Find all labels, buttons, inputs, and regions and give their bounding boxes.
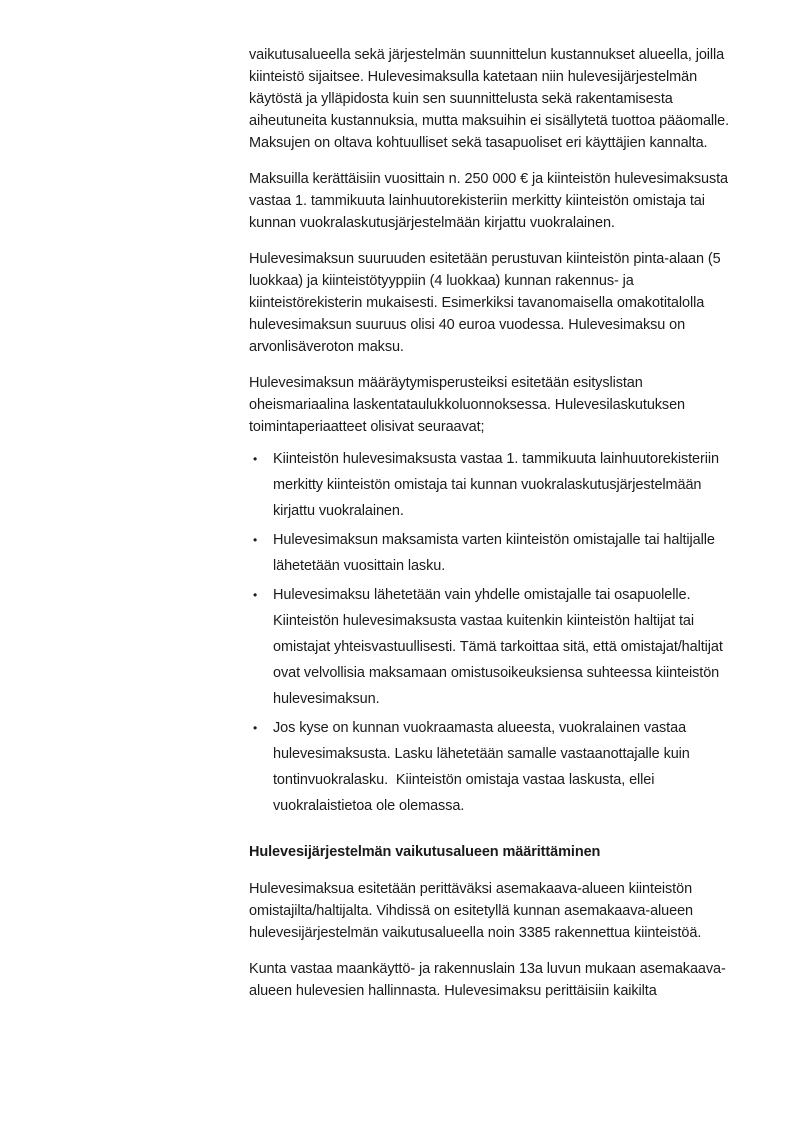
bullet-dot-icon: •: [253, 721, 258, 735]
list-item: [249, 582, 745, 712]
paragraph-billing-principles-intro: Hulevesimaksun määräytymisperusteiksi esitetään esityslistan oheismariaalina laskentataulukkoluonnoksessa. Hulevesilaskutuksen toimintaperiaatteet olisivat seuraavat;: [249, 375, 689, 435]
paragraph-annual-collection: Maksuilla kerättäisiin vuosittain n. 250 000 € ja kiinteistön hulevesimaksusta vastaa 1. tammikuuta lainhuutorekisteriin merkitty kiinteistön omistaja tai kunnan vuokralaskutusjärjestelmään kirjattu vuokralainen.: [249, 171, 732, 231]
list-item-text: Hulevesimaksu lähetetään vain yhdelle omistajalle tai osapuolelle. Kiinteistön hulevesimaksusta vastaa kuitenkin kiinteistön haltijat tai omistajat yhteisvastuullisesti. Tämä tarkoittaa sitä, että omistajat/haltijat ovat velvollisia maksamaan omistusoikeuksiensa suhteessa kiinteistön hulevesimaksun.: [273, 587, 727, 707]
list-item: [249, 715, 745, 819]
paragraph-impact-area: Hulevesimaksua esitetään perittäväksi asemakaava-alueen kiinteistön omistajilta/haltijalta. Vihdissä on esitetyllä kunnan asemakaava-alueen hulevesijärjestelmän vaikutusalueella noin 3385 rakennettua kiinteistöä.: [249, 881, 702, 941]
paragraph-fee-basis: Hulevesimaksun suuruuden esitetään perustuvan kiinteistön pinta-alaan (5 luokkaa) ja kiinteistötyyppiin (4 luokkaa) kunnan rakennus- ja kiinteistörekisterin mukaisesti. Esimerkiksi tavanomaisella omakotitalolla hulevesimaksun suuruus olisi 40 euroa vuodessa. Hulevesimaksu on arvonlisäveroton maksu.: [249, 251, 725, 355]
bullet-dot-icon: •: [253, 533, 258, 547]
list-item: [249, 527, 745, 579]
document-content: [249, 44, 745, 1016]
section-heading: Hulevesijärjestelmän vaikutusalueen määrittäminen: [249, 844, 601, 860]
list-item: [249, 446, 745, 524]
bullet-list: [249, 446, 745, 819]
paragraph-municipal-responsibility: Kunta vastaa maankäyttö- ja rakennuslain 13a luvun mukaan asemakaava-alueen hulevesien hallinnasta. Hulevesimaksu perittäisiin kaikilta: [249, 961, 726, 999]
list-item-text: Hulevesimaksun maksamista varten kiinteistön omistajalle tai haltijalle lähetetään vuosittain lasku.: [273, 532, 719, 574]
bullet-dot-icon: •: [253, 588, 258, 602]
list-item-text: Kiinteistön hulevesimaksusta vastaa 1. tammikuuta lainhuutorekisteriin merkitty kiinteistön omistaja tai kunnan vuokralaskutusjärjestelmään kirjattu vuokralainen.: [273, 451, 723, 519]
list-item-text: Jos kyse on kunnan vuokraamasta alueesta, vuokralainen vastaa hulevesimaksusta. Lasku lähetetään samalle vastaanottajalle kuin tontinvuokralasku. Kiinteistön omistaja vastaa laskusta, ellei vuokralaistietoa ole olemassa.: [273, 720, 694, 814]
paragraph-costs-coverage: vaikutusalueella sekä järjestelmän suunnittelun kustannukset alueella, joilla kiinteistö sijaitsee. Hulevesimaksulla katetaan niin hulevesijärjestelmän käytöstä ja ylläpidosta kuin sen suunnittelusta sekä rakentamisesta aiheutuneita kustannuksia, mutta maksuihin ei sisällytetä tuottoa pääomalle. Maksujen on oltava kohtuulliset sekä tasapuoliset eri käyttäjien kannalta.: [249, 47, 733, 151]
bullet-dot-icon: •: [253, 452, 258, 466]
